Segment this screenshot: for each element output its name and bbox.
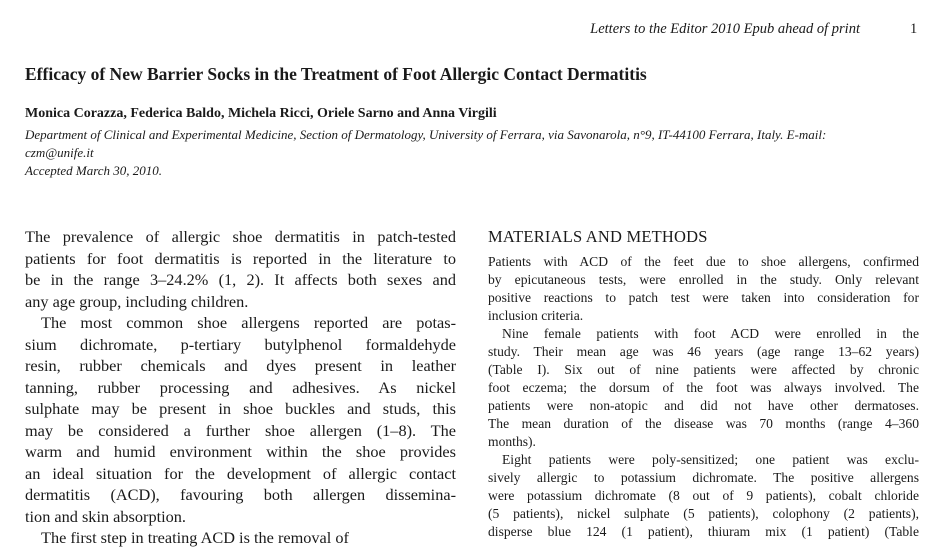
affiliation: Department of Clinical and Experimental Medicine, Section of Dermatology, University of Ferrara, via Savonarola, n°9, IT-44100 Ferrara, Italy. E-mail:	[25, 127, 827, 142]
text-line: dermatitis (ACD), favouring both allergen dissemina-	[25, 485, 456, 504]
text-line: sulphate may be present in shoe buckles and studs, this	[25, 399, 456, 418]
article-title: Efficacy of New Barrier Socks in the Treatment of Foot Allergic Contact Dermatitis	[25, 64, 647, 84]
text-line: The most common shoe allergens reported are potas-	[41, 313, 456, 332]
text-line: tanning, rubber processing and adhesives. As nickel	[25, 377, 456, 397]
text-line: sium dichromate, p-tertiary butylphenol formaldehyde	[25, 334, 456, 354]
text-line: warm and humid environment within the shoe provides	[25, 442, 456, 461]
text-line: disperse blue 124 (1 patient), thiuram mix (1 patient) (Table	[488, 524, 919, 539]
text-line: positive reactions to patch test were taken into consideration for	[488, 290, 919, 305]
email: czm@unife.it	[25, 145, 94, 160]
text-line: an ideal situation for the development of allergic contact	[25, 463, 456, 483]
accepted-date: Accepted March 30, 2010.	[25, 163, 163, 178]
section-heading: MATERIALS AND METHODS	[488, 227, 708, 246]
text-line: sively allergic to potassium dichromate. The positive allergens	[488, 470, 919, 485]
text-line: Patients with ACD of the feet due to shoe allergens, confirmed	[488, 254, 919, 269]
text-line: (Table I). Six out of nine patients were affected by chronic	[488, 362, 919, 377]
text-line: The mean duration of the disease was 70 months (range 4–360	[488, 416, 919, 431]
text-line: Nine female patients with foot ACD were enrolled in the	[502, 326, 919, 341]
text-line: study. Their mean age was 46 years (age range 13–62 years)	[488, 344, 919, 359]
text-line: may be considered a further shoe allergen (1–8). The	[25, 420, 456, 440]
text-line: by epicutaneous tests, were enrolled in the study. Only relevant	[488, 272, 919, 287]
text-line: months).	[488, 434, 536, 449]
text-line: patients were non-atopic and did not have other dermatoses.	[488, 398, 919, 413]
text-line: patients for foot dermatitis is reported in the literature to	[25, 248, 456, 268]
text-line: Eight patients were poly-sensitized; one patient was exclu-	[502, 452, 919, 467]
text-line: any age group, including children.	[25, 291, 249, 311]
author-list: Monica Corazza, Federica Baldo, Michela Ricci, Oriele Sarno and Anna Virgili	[25, 106, 497, 121]
running-header: Letters to the Editor 2010 Epub ahead of print	[590, 21, 860, 37]
text-line: The prevalence of allergic shoe dermatitis in patch-tested	[25, 227, 456, 246]
right-column-body	[488, 253, 919, 541]
text-line: foot eczema; the dorsum of the foot was always involved. The	[488, 380, 919, 395]
page-number: 1	[910, 21, 918, 37]
left-column-body	[25, 226, 456, 549]
text-line: be in the range 3–24.2% (1, 2). It affects both sexes and	[25, 270, 456, 289]
text-line: inclusion criteria.	[488, 308, 584, 323]
text-line: resin, rubber chemicals and dyes present in leather	[25, 356, 456, 375]
text-line: tion and skin absorption.	[25, 506, 186, 526]
text-line: (5 patients), nickel sulphate (5 patients), colophony (2 patients),	[488, 506, 919, 521]
text-line: were potassium dichromate (8 out of 9 patients), cobalt chloride	[488, 488, 919, 503]
text-line: The first step in treating ACD is the removal of	[41, 528, 349, 547]
